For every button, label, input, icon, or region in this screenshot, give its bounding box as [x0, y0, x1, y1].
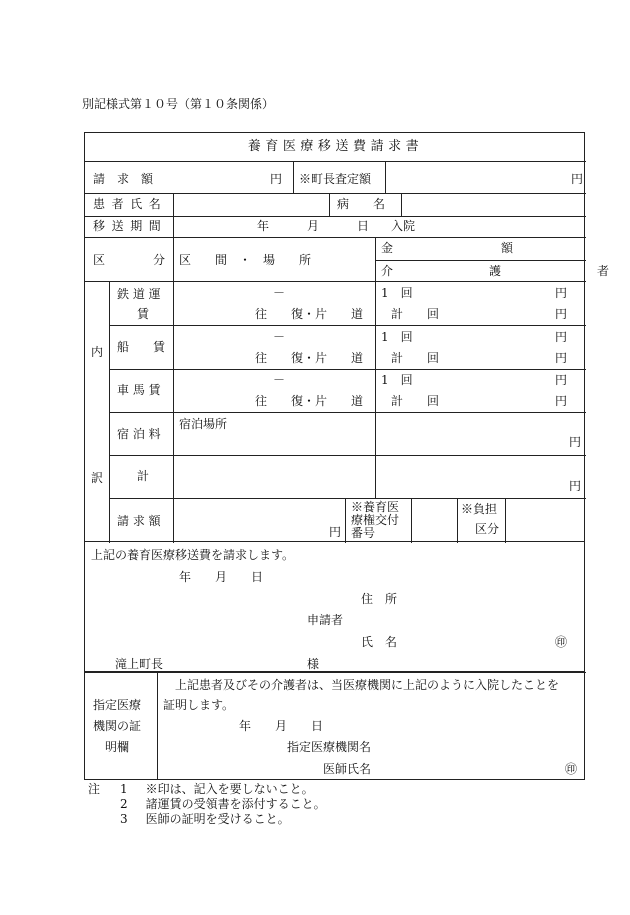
breakdown-label-wake: 訳: [91, 471, 104, 485]
carriage-dash: －: [273, 373, 286, 387]
honorific-sama: 様: [307, 657, 320, 671]
carriage-total-yen: 円: [555, 394, 568, 408]
carriage-fare-label: 車 馬 賃: [117, 383, 161, 397]
admission-label: 入院: [391, 219, 416, 233]
category-label: 区 分: [93, 253, 166, 267]
cert-number-label-1: ※養育医: [351, 500, 400, 514]
name-label: 氏 名: [361, 635, 398, 649]
rail-total-yen: 円: [555, 307, 568, 321]
ship-total-yen: 円: [555, 351, 568, 365]
declaration-statement: 上記の養育医療移送費を請求します。: [91, 548, 295, 562]
applicant-label: 申請者: [307, 613, 344, 627]
carriage-round-trip: 往 復・片 道: [255, 394, 364, 408]
claim-yen: 円: [329, 525, 342, 539]
transport-period-label: 移送期間: [93, 219, 168, 233]
note-1: ※印は、記入を要しないこと。: [145, 782, 314, 796]
cert-text-2: 証明します。: [163, 698, 235, 712]
patient-name-label: 患者氏名: [93, 197, 168, 211]
burden-category-label-2: 区分: [475, 522, 500, 536]
note-3-number: 3: [120, 812, 128, 826]
applicant-seal: ㊞: [555, 635, 568, 649]
note-1-number: 1: [120, 782, 128, 796]
period-day: 日: [357, 219, 370, 233]
rail-fare-label: 鉄 道 運: [117, 287, 161, 301]
ship-dash: －: [273, 330, 286, 344]
ship-total-times: 計 回: [391, 351, 440, 365]
ship-once: 1 回: [381, 330, 413, 344]
institution-label: 指定医療機関名: [287, 740, 372, 754]
carriage-total-times: 計 回: [391, 394, 440, 408]
claim-label: 請 求 額: [117, 514, 161, 528]
certification-section: [84, 672, 585, 780]
address-label: 住 所: [361, 592, 398, 606]
ship-fare-label: 船 賃: [117, 340, 166, 354]
total-yen: 円: [569, 479, 582, 493]
rail-fare-label-2: 賃: [137, 307, 150, 321]
note-2: 諸運賃の受領書を添付すること。: [145, 797, 326, 811]
rail-dash: －: [273, 286, 286, 300]
total-label: 計: [137, 469, 150, 483]
lodging-fee-label: 宿 泊 料: [117, 427, 161, 441]
claim-amount-label: 請 求 額: [93, 172, 154, 186]
period-month: 月: [307, 219, 320, 233]
declaration-date: 年 月 日: [179, 570, 264, 584]
doctor-name-label: 医師氏名: [323, 762, 372, 776]
carriage-once-yen: 円: [555, 373, 568, 387]
burden-category-label-1: ※負担: [461, 502, 498, 516]
rail-once-yen: 円: [555, 286, 568, 300]
amount-label: 金 額: [381, 241, 514, 255]
rail-once: 1 回: [381, 286, 413, 300]
caregiver-label: 介 護 者: [381, 264, 610, 278]
cert-number-label-2: 療権交付: [351, 513, 400, 527]
form-title: 養育医療移送費請求書: [247, 139, 424, 154]
doctor-seal: ㊞: [565, 762, 578, 776]
cert-label-3: 明欄: [105, 740, 130, 754]
mayor-assessed-label: ※町長査定額: [299, 172, 372, 186]
carriage-once: 1 回: [381, 373, 413, 387]
note-2-number: 2: [120, 797, 128, 811]
cert-number-label-3: 番号: [351, 526, 376, 540]
notes-label: 注: [88, 782, 101, 796]
assessed-yen: 円: [571, 172, 584, 186]
cert-date: 年 月 日: [239, 719, 324, 733]
breakdown-label-uchi: 内: [91, 345, 104, 359]
claim-amount-yen: 円: [270, 172, 283, 186]
rail-round-trip: 往 復・片 道: [255, 307, 364, 321]
ship-once-yen: 円: [555, 330, 568, 344]
claim-table: [84, 132, 610, 542]
form-number: 別記様式第１０号（第１０条関係）: [82, 97, 275, 111]
period-year: 年: [257, 219, 270, 233]
notes: [88, 782, 326, 827]
lodging-yen: 円: [569, 435, 582, 449]
rail-total-times: 計 回: [391, 307, 440, 321]
addressee: 滝上町長: [115, 657, 164, 671]
cert-label-1: 指定医療: [93, 698, 142, 712]
ship-round-trip: 往 復・片 道: [255, 351, 364, 365]
disease-label: 病 名: [337, 197, 386, 211]
lodging-place-label: 宿泊場所: [179, 417, 228, 431]
note-3: 医師の証明を受けること。: [145, 812, 290, 826]
cert-text-1: 上記患者及びその介護者は、当医療機関に上記のように入院したことを: [175, 678, 560, 692]
cert-label-2: 機関の証: [93, 719, 142, 733]
declaration-section: [84, 542, 585, 672]
section-place-label: 区 間 ・ 場 所: [179, 253, 312, 267]
